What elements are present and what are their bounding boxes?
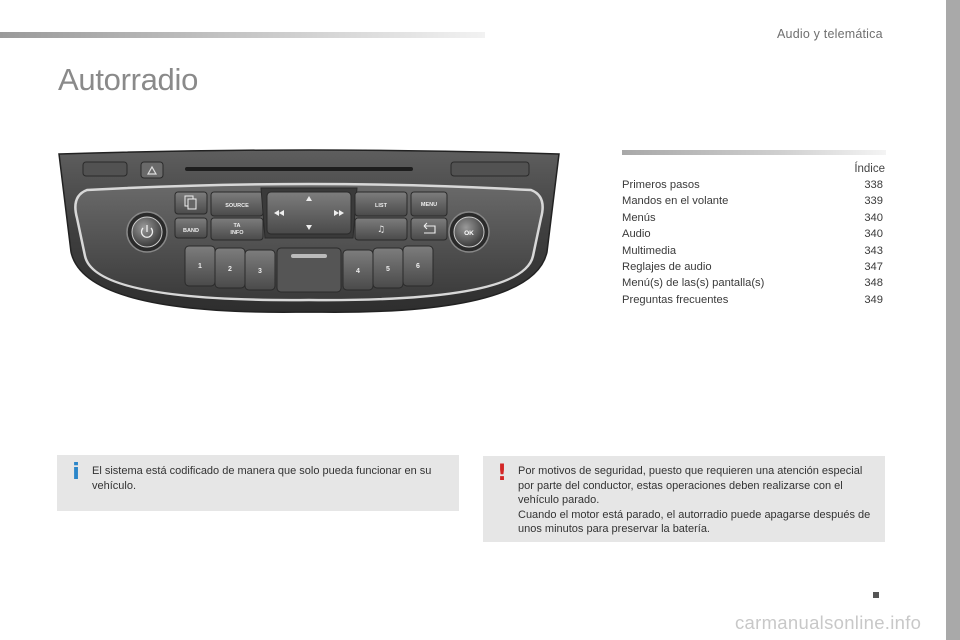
toc-item[interactable] xyxy=(622,275,886,291)
preset-label-6: 6 xyxy=(416,263,420,270)
warning-note xyxy=(483,456,885,542)
toc-item[interactable] xyxy=(622,210,886,226)
list-label: LIST xyxy=(375,203,387,209)
toc-item-page: 348 xyxy=(864,277,883,290)
toc-item-label: Audio xyxy=(622,228,651,241)
toc-item-label: Preguntas frecuentes xyxy=(622,293,729,306)
info-note xyxy=(57,455,459,511)
page-edge-bar xyxy=(946,0,960,640)
info-label: INFO xyxy=(230,230,244,236)
warning-note-text-1: Por motivos de seguridad, puesto que requieren una atención especial por parte del conductor, estas operaciones deben realizarse con el vehículo parado. xyxy=(518,465,863,507)
ta-info-button[interactable] xyxy=(211,218,263,240)
car-radio-illustration xyxy=(55,148,563,318)
toc-item-label: Mandos en el volante xyxy=(622,195,729,208)
toc-item-page: 338 xyxy=(864,179,883,191)
header-rule xyxy=(0,32,485,38)
toc-rule xyxy=(622,150,886,155)
ta-label: TA xyxy=(233,223,241,229)
page-title: Autorradio xyxy=(58,62,199,97)
toc-item-label: Primeros pasos xyxy=(622,179,700,191)
source-label: SOURCE xyxy=(225,203,249,209)
warning-icon: ! xyxy=(496,461,508,486)
toc-item-page: 347 xyxy=(864,261,883,274)
info-note-text: El sistema está codificado de manera que solo pueda funcionar en su vehículo. xyxy=(92,465,432,492)
toc-item-label: Reglajes de audio xyxy=(622,261,712,274)
toc-item-label: Menús xyxy=(622,211,656,224)
toc-item[interactable] xyxy=(622,226,886,242)
ok-label: OK xyxy=(464,230,474,237)
back-button[interactable] xyxy=(411,218,447,240)
end-of-section-marker xyxy=(873,592,879,598)
toc-item-page: 343 xyxy=(864,244,883,257)
preset-label-5: 5 xyxy=(386,266,390,273)
menu-label: MENU xyxy=(420,202,438,208)
section-title: Audio y telemática xyxy=(777,27,883,41)
music-note-icon: ♫ xyxy=(376,225,386,235)
toc-item-page: 340 xyxy=(864,228,883,241)
toc-item[interactable] xyxy=(622,292,886,308)
toc-item-page: 340 xyxy=(864,211,883,224)
cd-slot xyxy=(185,167,413,171)
toc-item[interactable] xyxy=(622,259,886,275)
band-label: BAND xyxy=(183,228,199,234)
preset-label-3: 3 xyxy=(258,268,262,275)
toc-item-label: Multimedia xyxy=(622,244,677,257)
toc-item[interactable] xyxy=(622,243,886,259)
toc-item[interactable] xyxy=(622,177,886,193)
toc-heading: Índice xyxy=(854,163,885,175)
watermark: carmanualsonline.info xyxy=(735,612,922,633)
toc xyxy=(622,150,886,308)
toc-item-page: 339 xyxy=(864,195,883,208)
preset-label-1: 1 xyxy=(198,263,202,270)
warning-note-text-2: Cuando el motor está parado, el autorradio puede apagarse después de unos minutos para preservar la batería. xyxy=(518,508,871,536)
preset-label-4: 4 xyxy=(356,268,360,275)
preset-label-2: 2 xyxy=(228,266,232,273)
hazard-button[interactable] xyxy=(141,162,163,178)
info-icon: i xyxy=(72,460,80,485)
toc-item[interactable] xyxy=(622,193,886,209)
toc-item-label: Menú(s) de las(s) pantalla(s) xyxy=(622,277,765,290)
toc-item-page: 349 xyxy=(864,293,883,306)
